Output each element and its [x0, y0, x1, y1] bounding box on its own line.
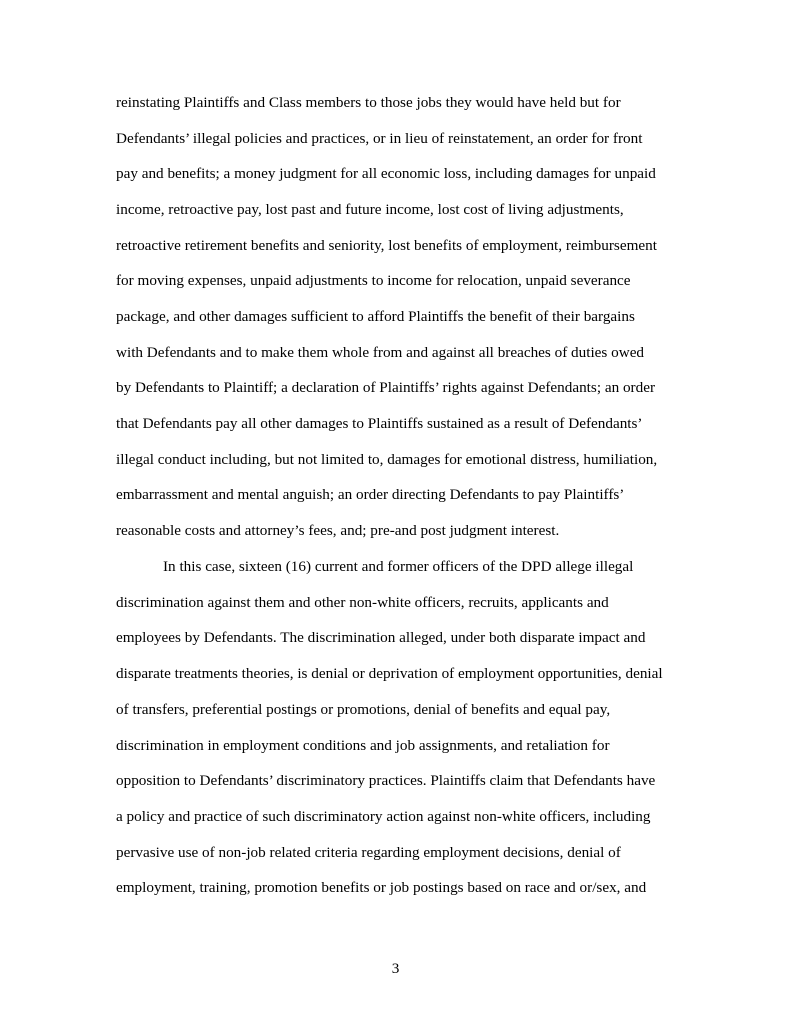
text-line: income, retroactive pay, lost past and future income, lost cost of living adjustments,: [116, 201, 624, 218]
text-line: for moving expenses, unpaid adjustments to income for relocation, unpaid severance: [116, 272, 631, 289]
text-line: embarrassment and mental anguish; an order directing Defendants to pay Plaintiffs’: [116, 486, 625, 503]
text-line: pay and benefits; a money judgment for all economic loss, including damages for unpaid: [116, 165, 656, 182]
text-line: disparate treatments theories, is denial or deprivation of employment opportunities, denial: [116, 665, 663, 682]
text-line: In this case, sixteen (16) current and former officers of the DPD allege illegal: [163, 558, 634, 575]
text-line: by Defendants to Plaintiff; a declaration of Plaintiffs’ rights against Defendants; an order: [116, 379, 656, 396]
text-line: discrimination against them and other non-white officers, recruits, applicants and: [116, 594, 609, 611]
page-number: 3: [391, 960, 400, 977]
text-line: that Defendants pay all other damages to Plaintiffs sustained as a result of Defendants’: [116, 415, 643, 432]
text-line: pervasive use of non-job related criteria regarding employment decisions, denial of: [116, 844, 621, 861]
text-line: Defendants’ illegal policies and practices, or in lieu of reinstatement, an order for front: [116, 130, 643, 147]
text-line: of transfers, preferential postings or promotions, denial of benefits and equal pay,: [116, 701, 611, 718]
text-line: reasonable costs and attorney’s fees, and; pre-and post judgment interest.: [116, 522, 560, 539]
text-line: retroactive retirement benefits and seniority, lost benefits of employment, reimbursement: [116, 237, 657, 254]
text-line: with Defendants and to make them whole from and against all breaches of duties owed: [116, 344, 645, 361]
text-line: illegal conduct including, but not limited to, damages for emotional distress, humiliation,: [116, 451, 658, 468]
text-line: reinstating Plaintiffs and Class members to those jobs they would have held but for: [116, 94, 621, 111]
text-line: a policy and practice of such discriminatory action against non-white officers, including: [116, 808, 651, 825]
text-line: employees by Defendants. The discrimination alleged, under both disparate impact and: [116, 629, 646, 646]
text-line: employment, training, promotion benefits or job postings based on race and or/sex, and: [116, 879, 647, 896]
text-line: discrimination in employment conditions and job assignments, and retaliation for: [116, 737, 610, 754]
text-line: opposition to Defendants’ discriminatory practices. Plaintiffs claim that Defendants have: [116, 772, 656, 789]
text-line: package, and other damages sufficient to afford Plaintiffs the benefit of their bargains: [116, 308, 635, 325]
